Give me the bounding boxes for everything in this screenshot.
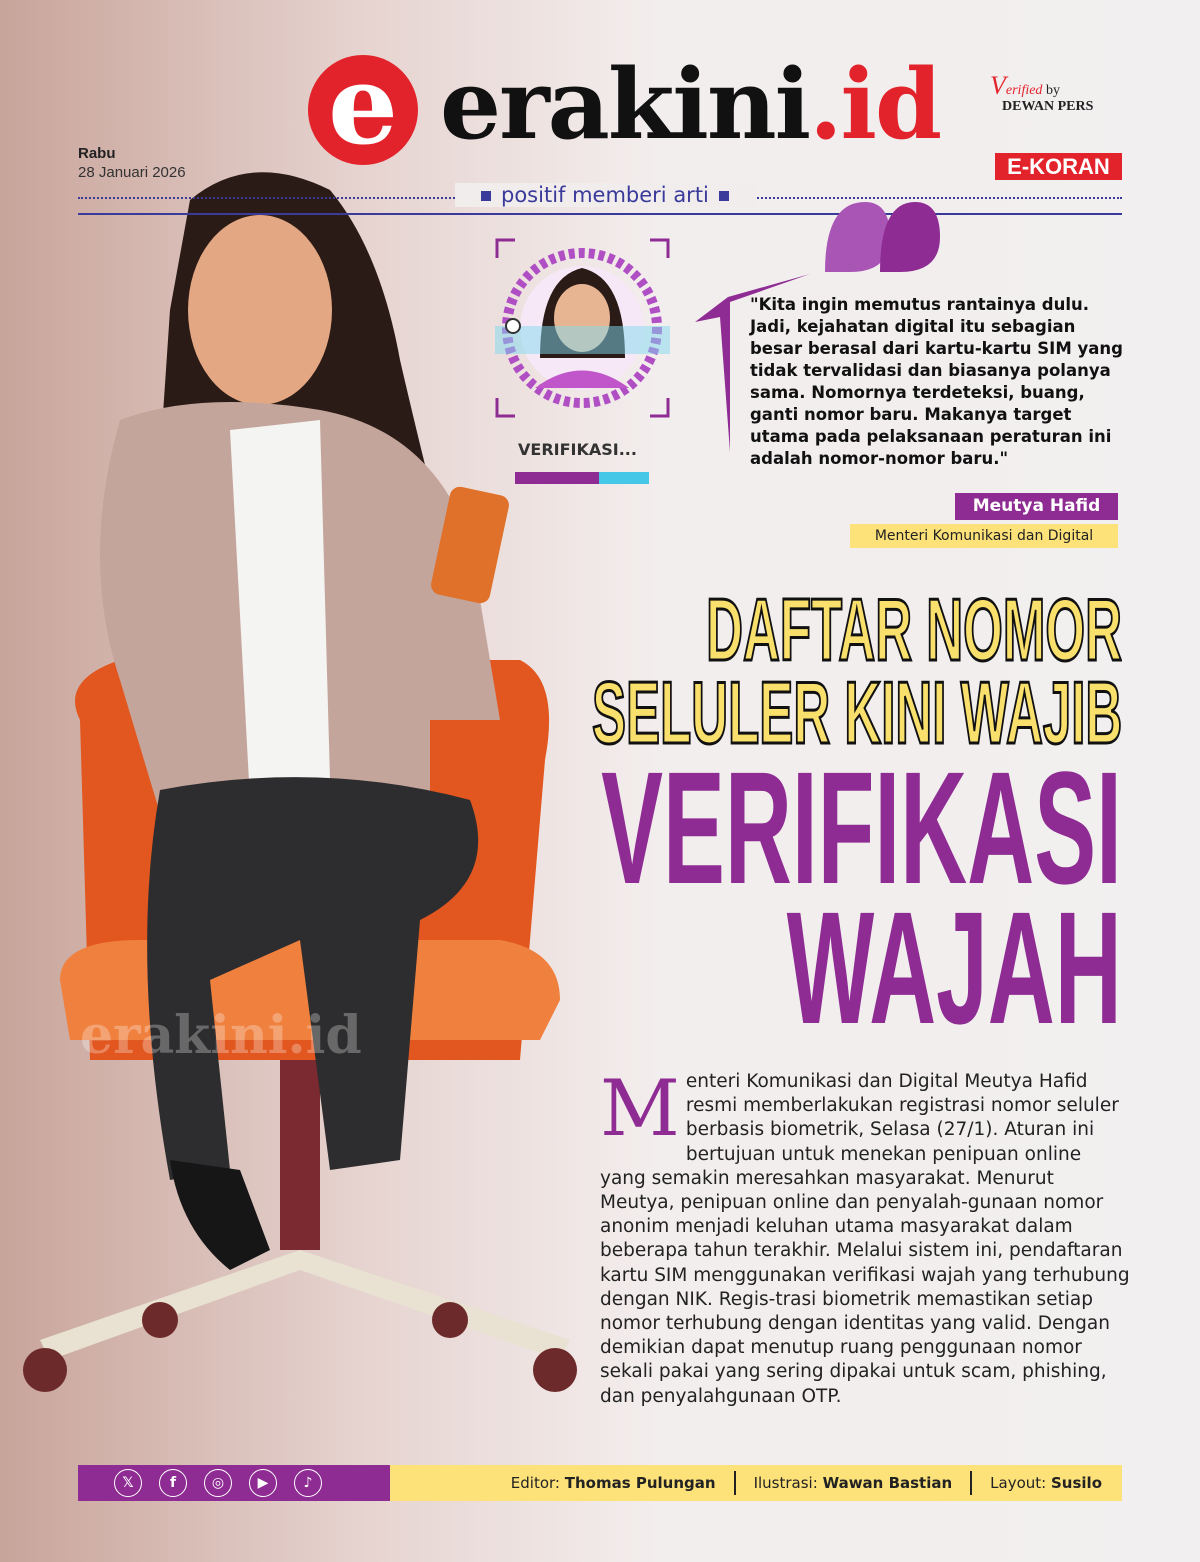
social-bar — [78, 1465, 390, 1501]
article-body — [600, 1064, 1130, 1409]
credits-bar — [390, 1465, 1122, 1501]
headline-line-1: DAFTAR NOMOR — [706, 580, 1122, 679]
logo-name: erakini — [440, 48, 810, 161]
headline-line-3: VERIFIKASI — [601, 738, 1122, 917]
separator — [970, 1471, 972, 1495]
verified-by: by — [1045, 83, 1060, 98]
verified-badge — [990, 71, 1094, 115]
verification-label: VERIFIKASI... — [518, 440, 637, 459]
layout-name: Susilo — [1051, 1474, 1102, 1492]
editor-name: Thomas Pulungan — [564, 1474, 716, 1492]
tiktok-icon[interactable]: ♪ — [294, 1469, 322, 1497]
facebook-icon[interactable]: f — [159, 1469, 187, 1497]
x-icon[interactable]: 𝕏 — [114, 1469, 142, 1497]
ekoran-badge[interactable]: E-KORAN — [995, 153, 1122, 180]
issue-day: Rabu — [78, 145, 116, 162]
verified-org: DEWAN PERS — [1002, 99, 1094, 114]
quote-speaker-title: Menteri Komunikasi dan Digital — [850, 524, 1118, 548]
logo-wordmark — [440, 48, 940, 161]
illustrator-label: Ilustrasi: — [753, 1474, 818, 1492]
instagram-icon[interactable]: ◎ — [204, 1469, 232, 1497]
layout-label: Layout: — [990, 1474, 1047, 1492]
watermark: erakini.id — [80, 1005, 362, 1066]
youtube-icon[interactable]: ▶ — [249, 1469, 277, 1497]
quote-speaker-name: Meutya Hafid — [955, 493, 1118, 520]
separator — [734, 1471, 736, 1495]
shoe — [170, 1160, 270, 1270]
editor-label: Editor: — [510, 1474, 560, 1492]
logo-mark: e — [308, 55, 418, 165]
drop-cap: M — [600, 1064, 680, 1154]
article-text: enteri Komunikasi dan Digital Meutya Hafid resmi memberlakukan registrasi nomor seluler berbasis biometrik, Selasa (27/1). Aturan ini bertujuan untuk menekan penipuan online yang semakin meresahkan masyarakat. Menurut Meutya, penipuan online dan penyalah-gunaan nomor anonim menjadi keluhan utama masyarakat dalam beberapa tahun terakhir. Melalui sistem ini, pendaftaran kartu SIM menggunakan verifikasi wajah yang terhubung dengan NIK. Regis-trasi biometrik memastikan setiap nomor terhubung dengan identitas yang valid. Dengan demikian dapat menutup ruang penggunaan nomor sekali pakai yang sering dipakai untuk scam, phishing, dan penyalahgunaan OTP. — [600, 1071, 1130, 1407]
tagline-text: positif memberi arti — [501, 183, 709, 207]
verified-text: erified — [1005, 83, 1043, 98]
headline-line-2: SELULER KINI WAJIB — [591, 663, 1122, 762]
verification-progress-bar — [515, 472, 649, 484]
illustrator-name: Wawan Bastian — [822, 1474, 953, 1492]
issue-date: 28 Januari 2026 — [78, 164, 186, 181]
headline-line-4: WAJAH — [786, 878, 1122, 1057]
verified-check: V — [990, 71, 1006, 100]
chair-legs — [40, 1250, 570, 1360]
chair-base — [280, 1060, 320, 1250]
logo-tld: .id — [809, 48, 941, 161]
divider-solid — [78, 213, 1122, 215]
pull-quote: "Kita ingin memutus rantainya dulu. Jadi, kejahatan digital itu sebagian besar berasal dari kartu-kartu SIM yang tidak tervalidasi dan biasanya polanya sama. Nomornya terdeteksi, buang, ganti nomor baru. Makanya target utama pada pelaksanaan peraturan ini adalah nomor-nomor baru." — [750, 295, 1123, 468]
face — [188, 215, 332, 405]
